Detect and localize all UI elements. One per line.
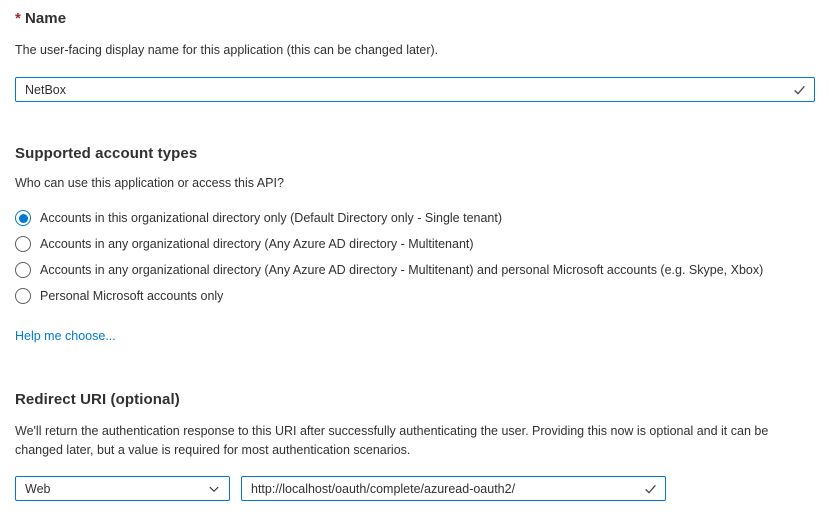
chevron-down-icon <box>208 483 220 495</box>
redirect-uri-field-wrapper <box>241 476 666 501</box>
account-type-option-multitenant[interactable] <box>15 231 815 257</box>
redirect-uri-input[interactable] <box>241 476 666 501</box>
name-description: The user-facing display name for this application (this can be changed later). <box>15 43 439 57</box>
name-section <box>15 10 815 102</box>
help-me-choose-link[interactable]: Help me choose... <box>15 329 116 343</box>
account-type-option-single-tenant[interactable] <box>15 205 815 231</box>
radio-button-icon[interactable] <box>15 288 31 304</box>
platform-select-value: Web <box>25 481 51 496</box>
name-heading-label: Name <box>24 10 67 27</box>
account-type-option-label: Accounts in this organizational directory only (Default Directory only - Single tenant) <box>40 211 503 225</box>
account-types-section <box>15 145 815 345</box>
radio-button-icon[interactable] <box>15 210 31 226</box>
radio-button-icon[interactable] <box>15 236 31 252</box>
platform-select[interactable] <box>15 476 230 501</box>
redirect-uri-section <box>15 391 815 501</box>
account-type-option-personal-only[interactable] <box>15 283 815 309</box>
account-type-option-label: Accounts in any organizational directory (Any Azure AD directory - Multitenant) and personal Microsoft accounts (e.g. Skype, Xbox) <box>40 263 764 277</box>
account-types-heading: Supported account types <box>15 145 198 162</box>
name-input[interactable] <box>15 77 815 102</box>
redirect-uri-description: We'll return the authentication response to this URI after successfully authenticating the user. Providing this now is optional and it can be changed later, but a value is required for most authentication scenarios. <box>15 424 769 457</box>
name-field-wrapper <box>15 77 815 102</box>
redirect-uri-row <box>15 476 815 501</box>
account-types-radio-group <box>15 205 815 309</box>
name-heading <box>15 10 815 27</box>
account-type-option-label: Accounts in any organizational directory (Any Azure AD directory - Multitenant) <box>40 237 474 251</box>
account-type-option-multitenant-personal[interactable] <box>15 257 815 283</box>
required-asterisk: * <box>15 10 21 27</box>
account-types-question: Who can use this application or access this API? <box>15 176 284 190</box>
redirect-uri-heading: Redirect URI (optional) <box>15 391 180 408</box>
radio-button-icon[interactable] <box>15 262 31 278</box>
account-type-option-label: Personal Microsoft accounts only <box>40 289 224 303</box>
